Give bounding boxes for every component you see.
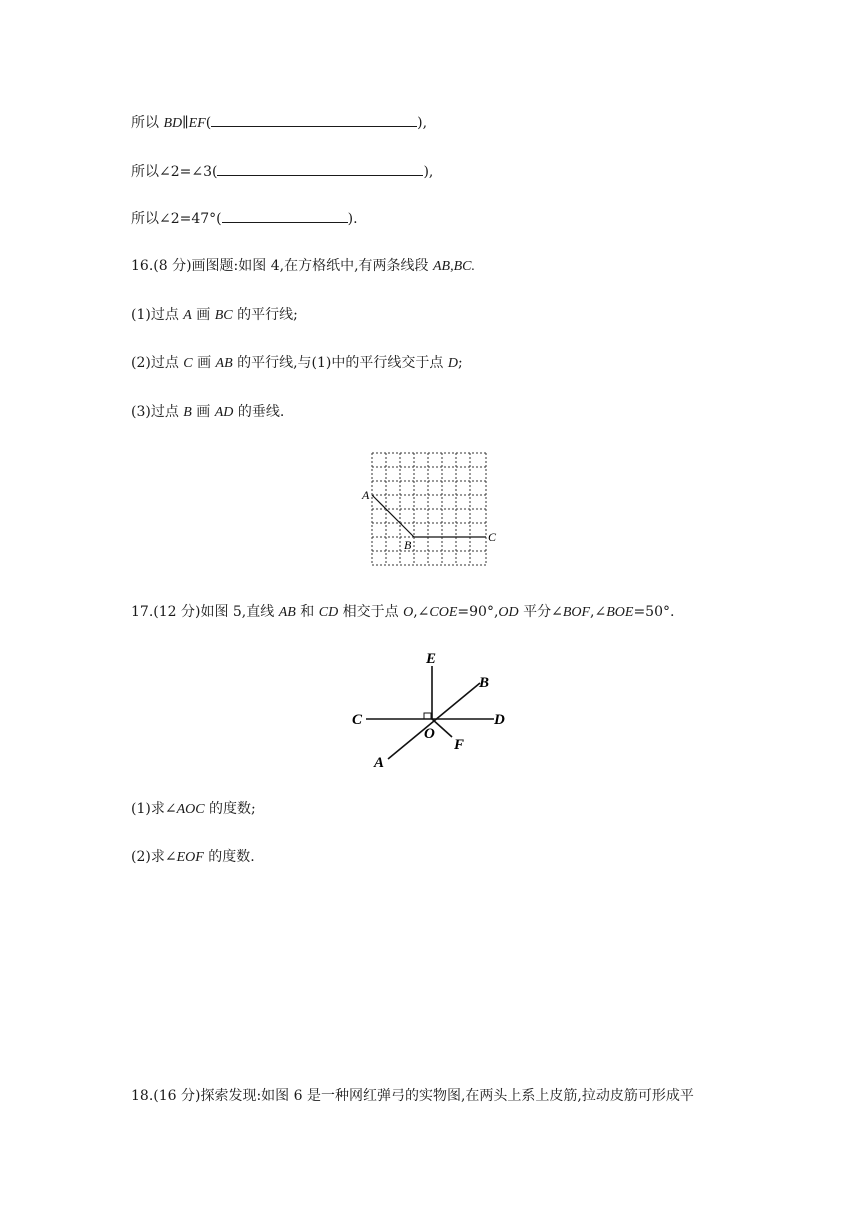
text: 画 [191,307,215,323]
text: 的垂线. [233,404,285,420]
text: =90°, [457,604,499,620]
right-angle-mark [424,713,431,719]
text-italic: AB,BC. [432,259,475,274]
label-c: C [488,530,497,544]
text: ), [423,164,434,180]
text: 平分∠ [518,604,563,620]
text-italic: OD [498,605,519,620]
text: ) [417,115,423,131]
q17-sub2 [131,847,255,868]
text-italic: EF [188,116,206,131]
q17-stem [131,602,674,623]
ray-of [432,719,452,737]
text: ∥ [182,115,189,131]
text: 18.(16 分)探索发现:如图 6 是一种网红弹弓的实物图,在两头上系上皮筋,拉动皮筋可形成平 [131,1088,694,1104]
text-italic: BOF [562,605,591,620]
text-italic: AB [215,356,233,371]
text: 画 [191,404,215,420]
label-a: A [362,488,370,502]
proof-line-1 [131,112,427,134]
label-b: B [479,675,490,691]
proof-line-3 [131,208,358,229]
text: 所以∠2=∠3( [131,164,218,180]
text-italic: D [447,356,458,371]
text: ( [205,115,212,131]
text: ). [347,211,358,227]
text-italic: C [183,356,193,371]
text-italic: EOF [176,850,204,865]
text: 的平行线,与(1)中的平行线交于点 [232,355,448,371]
text: (1)求∠ [131,801,177,817]
text-italic: O [403,605,414,620]
text: (1)过点 [131,307,184,323]
text: 画 [192,355,216,371]
text: , [422,115,428,131]
text: 所以∠2=47°( [131,211,222,227]
label-d: D [494,712,505,728]
proof-line-2 [131,161,433,182]
text-italic: AB [278,605,296,620]
text: 所以 [131,115,164,131]
segment-ab [372,495,414,537]
text-italic: A [183,308,192,323]
grid-lines [372,453,486,565]
label-a: A [374,755,385,771]
q16-sub2 [131,353,463,374]
q16-sub1 [131,305,298,326]
text: (2)求∠ [131,849,177,865]
label-o: O [424,726,435,742]
q16-stem [131,256,475,277]
text-italic: B [183,405,192,420]
text: ,∠ [590,604,607,620]
label-e: E [426,651,437,667]
text-italic: AOC [176,802,205,817]
q17-sub1 [131,799,256,820]
angle-figure [346,646,516,772]
q16-sub3 [131,402,284,423]
answer-blank[interactable] [222,208,348,223]
text-italic: BC [214,308,233,323]
label-c: C [352,712,363,728]
text-italic: AD [214,405,234,420]
text-italic: BD [163,116,183,131]
text: 17.(12 分)如图 5,直线 [131,604,279,620]
text-italic: CD [318,605,339,620]
label-b: B [404,538,412,552]
text: 的度数; [204,801,256,817]
grid-figure [360,450,510,570]
text: 16.(8 分)画图题:如图 4,在方格纸中,有两条线段 [131,258,433,274]
text: 的度数. [203,849,255,865]
q18-stem [131,1086,694,1106]
answer-blank[interactable] [217,161,423,176]
text: =50°. [633,604,675,620]
text: 和 [295,604,319,620]
text: 相交于点 [338,604,404,620]
text: ,∠ [413,604,430,620]
text-italic: COE [429,605,458,620]
answer-blank[interactable] [211,112,417,127]
label-f: F [454,737,465,753]
text: 的平行线; [232,307,298,323]
text: (3)过点 [131,404,184,420]
text: ; [457,355,463,371]
text-italic: BOE [606,605,634,620]
text: (2)过点 [131,355,184,371]
